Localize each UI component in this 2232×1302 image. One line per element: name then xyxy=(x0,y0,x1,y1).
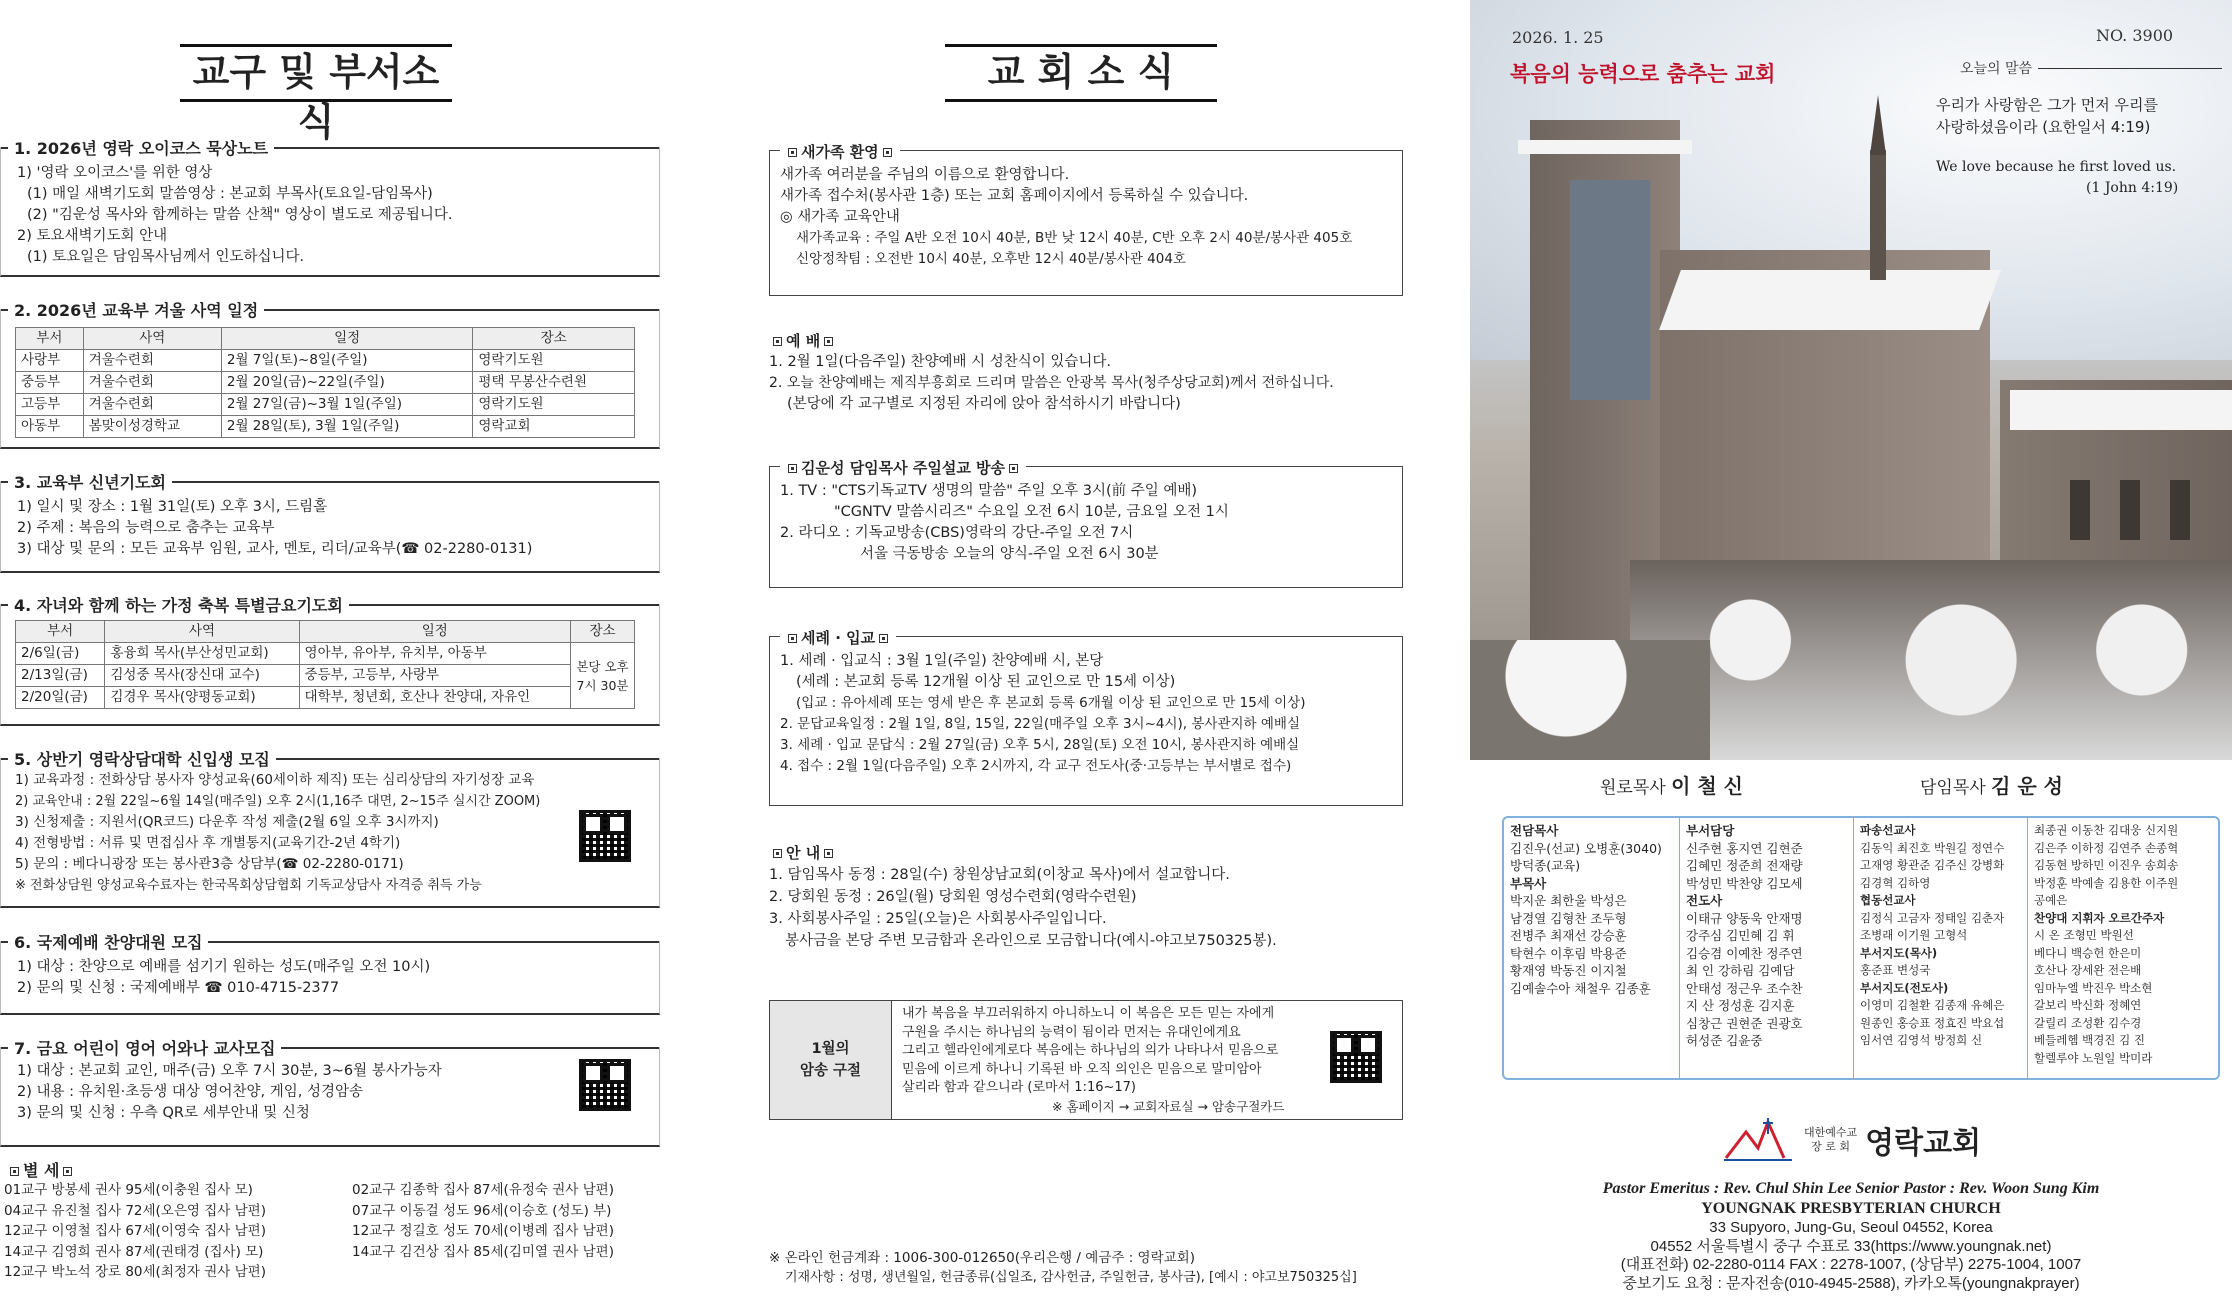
text-line: ※ 전화상담원 양성교육수료자는 한국목회상담협회 기독교상담사 자격증 취득 가능 xyxy=(15,878,482,893)
staff-line: 전도사 xyxy=(1686,893,1723,908)
list-item: 02교구 김종학 집사 87세(유정숙 권사 남편) xyxy=(352,1182,614,1198)
section-heading: 3. 교육부 신년기도회 xyxy=(0,470,660,493)
staff-line: 박성민 박찬양 김모세 xyxy=(1686,875,1803,891)
text-line: 2. 오늘 찬양예배는 제직부흥회로 드리며 말씀은 안광복 목사(청주상당교회)께서 전하십니다. xyxy=(769,375,1334,391)
list-item: 12교구 정길호 성도 70세(이병례 집사 남편) xyxy=(352,1223,614,1239)
text-line: 1) 일시 및 장소 : 1월 31일(토) 오후 3시, 드림홀 xyxy=(17,499,328,515)
text-line: 1) '영락 오이코스'를 위한 영상 xyxy=(17,165,213,181)
staff-line: 부서담당 xyxy=(1686,823,1735,838)
text-line: 1. TV : "CTS기독교TV 생명의 말씀" 주일 오후 3시(前 주일 예배) xyxy=(780,483,1198,499)
text-line: "CGNTV 말씀시리즈" 수요일 오전 6시 10분, 금요일 오전 1시 xyxy=(834,504,1229,520)
church-logo-icon xyxy=(1724,1118,1794,1162)
family-prayer-table: 부서 사역 일정 장소 2/6일(금) 홍융희 목사(부산성민교회) 영아부, 유아부, 유치부, 아동부 본당 오후 7시 30분 2/13일(금) 김성중 목사(장신대 교수) 중등부, 고등부, 사랑부 2/20일(금) 김경우 목사(양평동교회) 대학부, 청년회, 호산나 찬양대, 자유인 xyxy=(15,620,635,709)
staff-line: 김동익 최진호 박원길 정연수 xyxy=(1860,840,2005,855)
staff-line: 김경혁 김하영 xyxy=(1860,875,1931,890)
staff-line: 호산나 장세완 전은배 xyxy=(2034,963,2142,977)
text-line: (세례 : 본교회 등록 12개월 이상 된 교인으로 만 15세 이상) xyxy=(796,674,1176,690)
list-item: 07교구 이동걸 성도 96세(이승호 (성도) 부) xyxy=(352,1202,612,1219)
obituary-list-right xyxy=(352,1180,614,1262)
staff-line: 허성준 김윤중 xyxy=(1686,1033,1763,1048)
today-verse-en: We love because he first loved us. (1 John 4:19) xyxy=(1936,159,2179,196)
staff-line: 김은주 이하정 김연주 손종혁 xyxy=(2034,840,2179,855)
phone-numbers: (대표전화) 02-2280-0114 FAX : 2278-1007, (상담부) 2275-1004, 1007 xyxy=(1620,1256,2082,1273)
today-verse-ko: 우리가 사랑함은 그가 먼저 우리를 사랑하셨음이라 (요한일서 4:19) xyxy=(1936,96,2158,136)
staff-line: 김혜민 정준희 전재량 xyxy=(1686,858,1803,873)
schedule-table: 부서 사역 일정 장소 사랑부 겨울수련회 2월 7일(토)~8일(주일) 영락기도원 중등부 겨울수련회 2월 20일(금)~22일(주일) 평택 무봉산수련원 고등부 겨울수련회 2월 27일(금)~3월 1일(주일) 영락기도원 아동부 봄맞이성경학교 2월 28일(토), 3월 1일(주일) 영락교회 xyxy=(15,327,635,438)
list-item: 14교구 김건상 집사 85세(김미열 권사 남편) xyxy=(352,1243,614,1260)
staff-line: 전병주 최재선 강승훈 xyxy=(1510,928,1627,943)
section-heading: 7. 금요 어린이 영어 어와나 교사모집 xyxy=(0,1036,660,1059)
text-line: 2) 주제 : 복음의 능력으로 춤추는 교육부 xyxy=(17,520,275,536)
staff-line: 김승겸 이예찬 정주연 xyxy=(1686,945,1803,961)
text-line: 서울 극동방송 오늘의 양식-주일 오전 6시 30분 xyxy=(860,546,1159,562)
staff-line: 김동현 방하민 이진우 송희송 xyxy=(2034,858,2179,872)
qr-code[interactable] xyxy=(579,1059,631,1111)
staff-line: 김진우(선교) 오병훈(3040) xyxy=(1510,840,1662,856)
table-row: 고등부 겨울수련회 2월 27일(금)~3월 1일(주일) 영락기도원 xyxy=(16,394,635,416)
staff-col xyxy=(1504,818,1680,1078)
staff-line: 지 산 정성훈 김지훈 xyxy=(1686,998,1795,1013)
obituary-heading: 별 세 xyxy=(6,1158,76,1181)
staff-line: 원종인 홍승표 정효진 박요섭 xyxy=(1860,1015,2005,1030)
address-korean: 04552 서울특별시 중구 수표로 33(https://www.youngnak.net) xyxy=(1650,1237,2052,1255)
staff-line: 협동선교사 xyxy=(1860,893,1916,907)
district-news-column xyxy=(0,0,660,1302)
staff-line: 탁현수 이후림 박용준 xyxy=(1510,945,1627,961)
table-row: 2/20일(금) 김경우 목사(양평동교회) 대학부, 청년회, 호산나 찬양대, 자유인 xyxy=(16,687,635,709)
section-new-year-prayer xyxy=(0,481,660,573)
staff-line: 파송선교사 xyxy=(1860,823,1916,837)
church-motto: 복음의 능력으로 춤추는 교회 xyxy=(1510,62,1776,86)
section-choir xyxy=(0,941,660,1015)
text-line: (1) 매일 새벽기도회 말씀영상 : 본교회 부목사(토요일-담임목사) xyxy=(27,186,433,202)
bulletin-date: 2026. 1. 25 xyxy=(1512,28,1604,47)
staff-line: 찬양대 지휘자 오르간주자 xyxy=(2034,910,2165,925)
staff-line: 갈릴리 조성환 김수경 xyxy=(2034,1015,2142,1030)
memory-verse-text: 내가 복음을 부끄러워하지 아니하노니 이 복음은 모든 믿는 자에게 구원을 주시는 하나님의 능력이 됨이라 먼저는 유대인에게요 그리고 헬라인에게로다 복음에는 하나님의 의가 나타나서 믿음으로 믿음에 이르게 하나니 기록된 바 오직 의인은 믿음으로 말미암아 살리라 함과 같으니라 (로마서 1:16~17) ※ 홈페이지 → 교회자료실 → 암송구절카드 xyxy=(892,1001,1402,1119)
notice-section xyxy=(769,864,1277,952)
text-line: 3. 사회봉사주일 : 25일(오늘)은 사회봉사주일입니다. xyxy=(769,911,1107,927)
cover-column xyxy=(1470,0,2232,1302)
table-row: 사랑부 겨울수련회 2월 7일(토)~8일(주일) 영락기도원 xyxy=(16,350,635,372)
broadcast-box xyxy=(769,459,1403,588)
section-heading: 4. 자녀와 함께 하는 가정 축복 특별금요기도회 xyxy=(0,593,660,616)
text-line: 1. 담임목사 동정 : 28일(수) 창원상남교회(이창교 목사)에서 설교합니다. xyxy=(769,867,1230,883)
text-line: (입교 : 유아세례 또는 영세 받은 후 본교회 등록 6개월 이상 된 교인으로 만 15세 이상) xyxy=(796,695,1306,711)
staff-line: 시 온 조형민 박원선 xyxy=(2034,928,2134,942)
church-news-column xyxy=(755,0,1415,1302)
emeritus-pastor: 원로목사 이 철 신 xyxy=(1600,774,1743,798)
staff-line: 전담목사 xyxy=(1510,823,1559,838)
text-line: (2) "김운성 목사와 함께하는 말씀 산책" 영상이 별도로 제공됩니다. xyxy=(27,207,453,223)
welcome-box xyxy=(769,143,1403,296)
church-logo xyxy=(1724,1118,1981,1162)
staff-line: 최종권 이동찬 김대웅 신지원 xyxy=(2034,823,2179,837)
staff-line: 황재영 박동진 이지철 xyxy=(1510,963,1627,978)
list-item: 12교구 이영철 집사 67세(이영숙 집사 남편) xyxy=(4,1223,266,1239)
staff-line: 베들레헴 백경진 김 진 xyxy=(2034,1033,2145,1047)
text-line: 2. 문답교육일정 : 2월 1일, 8일, 15일, 22일(매주일 오후 3시~4시), 봉사관지하 예배실 xyxy=(780,716,1301,732)
text-line: 2) 문의 및 신청 : 국제예배부 ☎ 010-4715-2377 xyxy=(17,980,340,996)
church-info xyxy=(1470,1178,2232,1293)
text-line: (본당에 각 교구별로 지정된 자리에 앉아 참석하시기 바랍니다) xyxy=(787,396,1181,412)
section-heading: 김운성 담임목사 주일설교 방송 xyxy=(780,457,1026,478)
qr-code[interactable] xyxy=(1330,1031,1382,1083)
section-heading: 세례 · 입교 xyxy=(780,627,896,648)
text-line: 봉사금을 본당 주변 모금함과 온라인으로 모금합니다(예시-야고보750325봉). xyxy=(785,933,1277,949)
section-awana xyxy=(0,1047,660,1147)
staff-line: 홍준표 변성국 xyxy=(1860,963,1931,977)
baptism-box xyxy=(769,629,1403,806)
list-item: 14교구 김영희 권사 87세(권태경 (집사) 모) xyxy=(4,1243,264,1260)
text-line: 2) 교육안내 : 2월 22일~6월 14일(매주일) 오후 2시(1,16주 대면, 2~15주 실시간 ZOOM) xyxy=(15,794,541,809)
page-title: 교 회 소 식 xyxy=(945,44,1217,102)
text-line: 3) 대상 및 문의 : 모든 교육부 임원, 교사, 멘토, 리더/교육부(☎ 02-2280-0131) xyxy=(17,541,533,557)
text-line: 4. 접수 : 2월 1일(다음주일) 오후 2시까지, 각 교구 전도사(중·고등부는 부서별로 접수) xyxy=(780,758,1292,774)
church-name: 영락교회 xyxy=(1865,1126,1982,1161)
text-line: (1) 토요일은 담임목사님께서 인도하십니다. xyxy=(27,249,305,265)
table-row: 2/6일(금) 홍융희 목사(부산성민교회) 영아부, 유아부, 유치부, 아동부 본당 오후 7시 30분 xyxy=(16,643,635,665)
staff-line: 박정훈 박예솔 김용한 이주원 xyxy=(2034,875,2179,890)
text-line: 2. 당회원 동정 : 26일(월) 당회원 영성수련회(영락수련원) xyxy=(769,889,1137,905)
staff-line: 할렐루야 노원일 박미라 xyxy=(2034,1050,2153,1065)
text-line: 4) 전형방법 : 서류 및 면접심사 후 개별통지(교육기간-2년 4학기) xyxy=(15,835,401,851)
section-heading: 2. 2026년 교육부 겨울 사역 일정 xyxy=(0,298,660,321)
text-line: 1) 교육과정 : 전화상담 봉사자 양성교육(60세이하 제직) 또는 심리상담의 자기성장 교육 xyxy=(15,772,535,788)
section-heading: 새가족 환영 xyxy=(780,141,900,162)
table-row: 중등부 겨울수련회 2월 20일(금)~22일(주일) 평택 무봉산수련원 xyxy=(16,372,635,394)
text-line: 3) 문의 및 신청 : 우측 QR로 세부안내 및 신청 xyxy=(17,1105,310,1121)
staff-col xyxy=(1854,818,2028,1078)
staff-directory xyxy=(1502,816,2220,1080)
text-line: 2. 라디오 : 기독교방송(CBS)영락의 강단-주일 오전 7시 xyxy=(780,525,1134,541)
obituary-list-left xyxy=(4,1180,266,1283)
bulletin-number: NO. 3900 xyxy=(2096,26,2174,45)
staff-line: 부목사 xyxy=(1510,875,1547,891)
offering-info xyxy=(769,1248,1357,1288)
list-item: 01교구 방봉세 권사 95세(이충원 집사 모) xyxy=(4,1182,253,1198)
memory-verse-box xyxy=(769,1000,1403,1120)
text-line: 새가족교육 : 주일 A반 오전 10시 40분, B반 낮 12시 40분, C반 오후 2시 40분/봉사관 405호 xyxy=(796,230,1353,246)
staff-line: 갈보리 박신화 정혜연 xyxy=(2034,998,2142,1012)
text-line: 1. 세례 · 입교식 : 3월 1일(주일) 찬양예배 시, 본당 xyxy=(780,653,1104,669)
staff-line: 부서지도(목사) xyxy=(1860,945,1938,960)
section-winter-schedule xyxy=(0,309,660,449)
staff-line: 방덕종(교육) xyxy=(1510,858,1581,873)
staff-col xyxy=(1680,818,1854,1078)
staff-line: 김정식 고금자 정태일 김춘자 xyxy=(1860,910,2005,925)
pastors-english: Pastor Emeritus : Rev. Chul Shin Lee Senior Pastor : Rev. Woon Sung Kim xyxy=(1602,1180,2100,1197)
staff-line: 이태규 양동욱 안재명 xyxy=(1686,910,1803,926)
section-heading: 6. 국제예배 찬양대원 모집 xyxy=(0,930,660,953)
staff-line: 심창근 권현준 권광호 xyxy=(1686,1015,1803,1031)
list-item: 04교구 유진철 집사 72세(오은영 집사 남편) xyxy=(4,1202,266,1219)
staff-line: 이영미 김철환 김종재 유혜은 xyxy=(1860,998,2005,1012)
staff-line: 안태성 정근우 조수찬 xyxy=(1686,980,1803,996)
memory-verse-label: 1월의 암송 구절 xyxy=(770,1001,892,1119)
staff-line: 부서지도(전도사) xyxy=(1860,980,1949,995)
text-line: 2) 토요새벽기도회 안내 xyxy=(17,228,168,244)
table-row: 아동부 봄맞이성경학교 2월 28일(토), 3월 1일(주일) 영락교회 xyxy=(16,416,635,438)
section-family-prayer xyxy=(0,604,660,726)
text-line: ◎ 새가족 교육안내 xyxy=(780,209,900,225)
staff-line: 박지운 최한울 박성은 xyxy=(1510,893,1627,908)
section-counseling-college xyxy=(0,758,660,908)
section-heading: 5. 상반기 영락상담대학 신입생 모집 xyxy=(0,747,660,770)
senior-pastor: 담임목사 김 운 성 xyxy=(1920,774,2063,798)
staff-line: 신주현 홍지연 김현준 xyxy=(1686,840,1803,856)
church-english-name: YOUNGNAK PRESBYTERIAN CHURCH xyxy=(1701,1200,2001,1217)
text-line: 새가족 접수처(봉사관 1층) 또는 교회 홈페이지에서 등록하실 수 있습니다. xyxy=(780,188,1249,204)
text-line: 새가족 여러분을 주님의 이름으로 환영합니다. xyxy=(780,167,1070,183)
church-photo xyxy=(1470,0,2232,760)
staff-line: 남경열 김형찬 조두형 xyxy=(1510,910,1627,926)
staff-line: 조병래 이기원 고형석 xyxy=(1860,928,1968,942)
page-title: 교구 및 부서소식 xyxy=(180,44,452,102)
staff-line: 김예솔수아 채철우 김종훈 xyxy=(1510,980,1651,996)
text-line: 1. 2월 1일(다음주일) 찬양예배 시 성찬식이 있습니다. xyxy=(769,354,1111,370)
text-line: 5) 문의 : 베다니광장 또는 봉사관3층 상담부(☎ 02-2280-0171) xyxy=(15,856,404,872)
text-line: 3) 신청제출 : 지원서(QR코드) 다운후 작성 제출(2월 6일 오후 3시까지) xyxy=(15,814,439,830)
text-line: 2) 내용 : 유치원·초등생 대상 영어찬양, 게임, 성경암송 xyxy=(17,1084,363,1100)
staff-line: 공예은 xyxy=(2034,893,2068,907)
section-oikos xyxy=(0,147,660,277)
staff-col xyxy=(2028,818,2218,1078)
staff-line: 임서연 김영석 방정희 신 xyxy=(1860,1033,1983,1047)
prayer-request: 중보기도 요청 : 문자전송(010-4945-2588), 카카오톡(youngnakprayer) xyxy=(1622,1274,2080,1292)
staff-line: 임마누엘 박진우 박소현 xyxy=(2034,980,2153,995)
text-line: ※ 온라인 헌금계좌 : 1006-300-012650(우리은행 / 예금주 : 영락교회) xyxy=(769,1250,1195,1266)
staff-line: 베다니 백승헌 한은미 xyxy=(2034,945,2142,960)
table-row: 2/13일(금) 김성중 목사(장신대 교수) 중등부, 고등부, 사랑부 xyxy=(16,665,635,687)
qr-code[interactable] xyxy=(579,810,631,862)
today-word-label: 오늘의 말씀 xyxy=(1960,58,2222,78)
text-line: 1) 대상 : 본교회 교인, 매주(금) 오후 7시 30분, 3~6월 봉사가능자 xyxy=(17,1063,442,1079)
text-line: 신앙정착팀 : 오전반 10시 40분, 오후반 12시 40분/봉사관 404호 xyxy=(796,251,1186,267)
staff-line: 최 인 강하림 김예담 xyxy=(1686,963,1795,978)
address-english: 33 Supyoro, Jung-Gu, Seoul 04552, Korea xyxy=(1709,1219,1993,1236)
section-heading: 안 내 xyxy=(769,842,837,863)
staff-line: 고재영 황관준 김주신 강병화 xyxy=(1860,858,2005,872)
text-line: 기재사항 : 성명, 생년월일, 헌금종류(십일조, 감사헌금, 주일헌금, 봉사금), [예시 : 야고보750325십] xyxy=(785,1270,1357,1285)
worship-section xyxy=(769,352,1334,415)
section-heading: 예 배 xyxy=(769,330,837,351)
text-line: 1) 대상 : 찬양으로 예배를 섬기기 원하는 성도(매주일 오전 10시) xyxy=(17,959,431,975)
text-line: 3. 세례 · 입교 문답식 : 2월 27일(금) 오후 5시, 28일(토) 오전 10시, 봉사관지하 예배실 xyxy=(780,737,1300,753)
section-heading: 1. 2026년 영락 오이코스 묵상노트 xyxy=(0,136,660,159)
list-item: 12교구 박노석 장로 80세(최정자 권사 남편) xyxy=(4,1264,266,1280)
denomination: 대한예수교 장 로 회 xyxy=(1804,1126,1858,1153)
staff-line: 강주심 김민혜 김 휘 xyxy=(1686,928,1795,943)
